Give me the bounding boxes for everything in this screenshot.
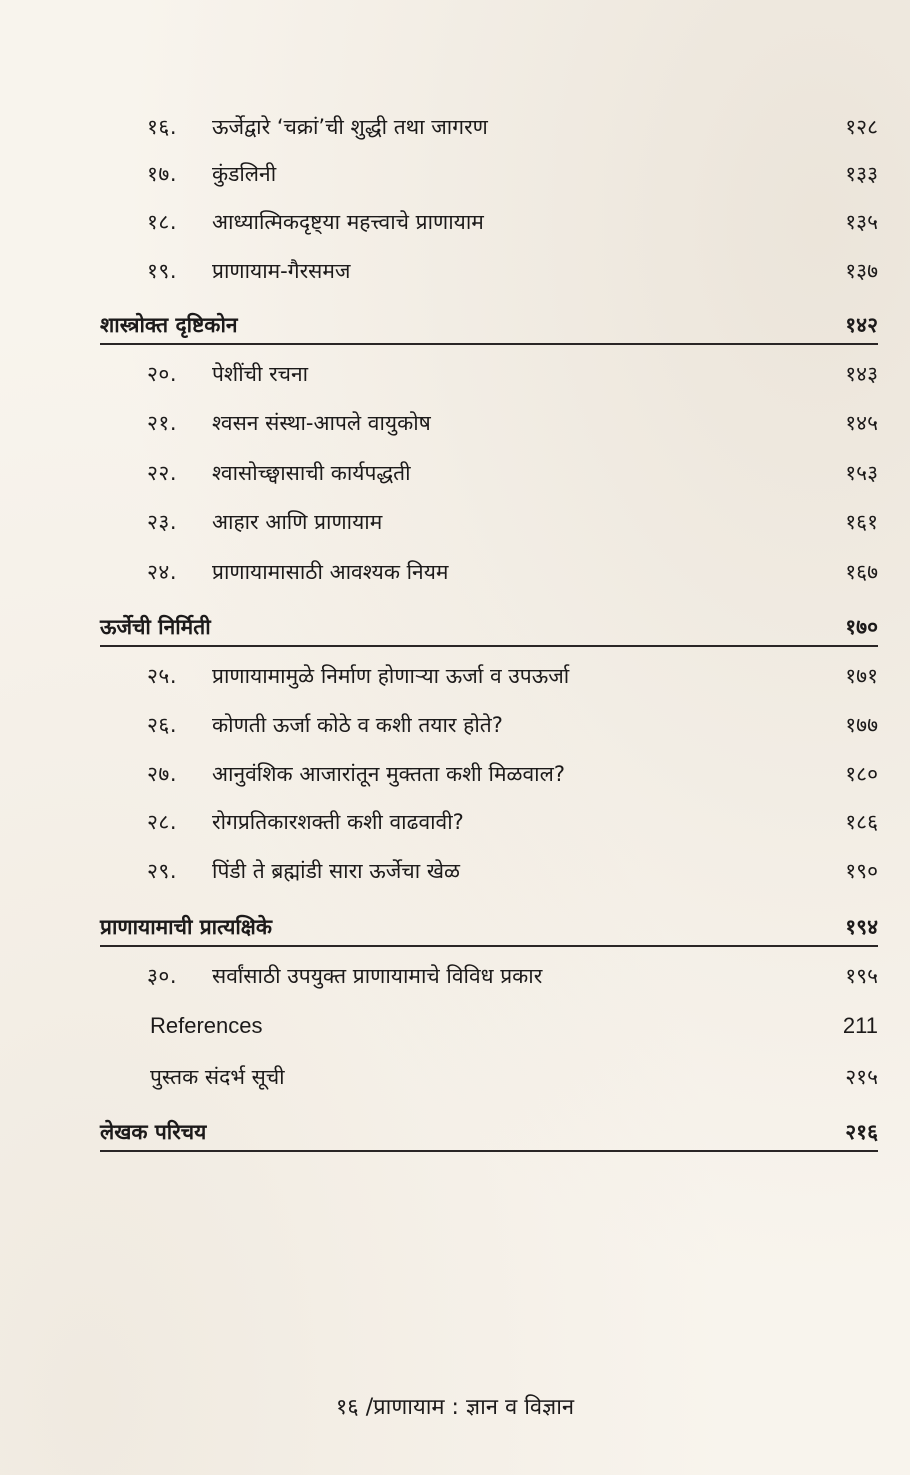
toc-page-number: १८० <box>845 762 878 786</box>
toc-page-number: १७० <box>845 615 878 639</box>
toc-chapter-title: श्वसन संस्था-आपले वायुकोष <box>212 411 431 435</box>
toc-chapter-title: प्राणायामासाठी आवश्यक नियम <box>212 560 449 584</box>
page-footer: १६ /प्राणायाम : ज्ञान व विज्ञान <box>335 1395 575 1420</box>
toc-entry-18 <box>100 207 878 251</box>
toc-section-title: प्राणायामाची प्रात्यक्षिके <box>100 915 272 939</box>
toc-chapter-number: १९. <box>147 259 178 283</box>
toc-page-number: १३३ <box>845 162 878 186</box>
toc-entry-30 <box>100 961 878 1005</box>
toc-chapter-title: ऊर्जेद्वारे ‘चक्रां’ची शुद्धी तथा जागरण <box>212 115 488 139</box>
section-divider <box>100 645 878 647</box>
toc-page-number: १४५ <box>845 411 878 435</box>
toc-chapter-number: २४. <box>147 560 178 584</box>
section-divider <box>100 945 878 947</box>
toc-chapter-number: २३. <box>147 510 178 534</box>
toc-entry-27 <box>100 759 878 803</box>
toc-chapter-number: २५. <box>147 664 178 688</box>
toc-page-number: १९५ <box>845 964 878 988</box>
toc-page-number: १६१ <box>845 510 878 534</box>
toc-page-number: २१६ <box>845 1120 878 1144</box>
toc-page-number: १७१ <box>845 664 878 688</box>
toc-page-number: १९० <box>845 859 878 883</box>
toc-section-author-intro <box>100 1117 878 1153</box>
toc-chapter-title: आनुवंशिक आजारांतून मुक्तता कशी मिळवाल? <box>212 762 565 786</box>
toc-entry-20 <box>100 359 878 403</box>
toc-entry-22 <box>100 458 878 502</box>
section-divider <box>100 1150 878 1152</box>
toc-page-number: १४३ <box>845 362 878 386</box>
toc-entry-25 <box>100 661 878 705</box>
toc-chapter-number: २७. <box>147 762 178 786</box>
toc-section-demonstrations <box>100 912 878 948</box>
toc-chapter-number: २८. <box>147 810 178 834</box>
toc-chapter-title: प्राणायामामुळे निर्माण होणाऱ्या ऊर्जा व उपऊर्जा <box>212 664 570 688</box>
toc-chapter-number: २६. <box>147 713 178 737</box>
toc-section-scientific-view <box>100 310 878 346</box>
toc-chapter-title: आध्यात्मिकदृष्ट्या महत्त्वाचे प्राणायाम <box>212 210 484 234</box>
toc-entry-24 <box>100 557 878 601</box>
toc-page-number: १४२ <box>845 313 878 337</box>
toc-page-number: 211 <box>842 1013 878 1038</box>
toc-page-number: २१५ <box>845 1065 878 1089</box>
toc-entry-21 <box>100 408 878 452</box>
toc-chapter-title: श्वासोच्छ्वासाची कार्यपद्धती <box>212 461 411 485</box>
toc-chapter-number: १८. <box>147 210 178 234</box>
toc-page-number: १८६ <box>845 810 878 834</box>
toc-chapter-number: २०. <box>147 362 178 386</box>
toc-chapter-title: रोगप्रतिकारशक्ती कशी वाढवावी? <box>212 810 464 834</box>
toc-page-number: १७७ <box>845 713 878 737</box>
toc-chapter-title: कोणती ऊर्जा कोठे व कशी तयार होते? <box>212 713 503 737</box>
toc-chapter-title: सर्वांसाठी उपयुक्त प्राणायामाचे विविध प्रकार <box>212 964 543 988</box>
toc-entry-28 <box>100 807 878 851</box>
toc-page-number: १६७ <box>845 560 878 584</box>
toc-entry-references <box>100 1011 878 1055</box>
toc-section-title: लेखक परिचय <box>100 1120 207 1144</box>
toc-chapter-number: १७. <box>147 162 178 186</box>
toc-entry-bibliography <box>100 1062 878 1106</box>
toc-chapter-number: १६. <box>147 115 178 139</box>
toc-page-number: १३७ <box>845 259 878 283</box>
section-divider <box>100 343 878 345</box>
toc-entry-19 <box>100 256 878 300</box>
toc-chapter-title: पेशींची रचना <box>212 362 309 386</box>
toc-page-number: १९४ <box>845 915 878 939</box>
toc-chapter-number: ३०. <box>147 964 178 988</box>
toc-entry-16 <box>100 112 878 156</box>
toc-chapter-title: कुंडलिनी <box>212 162 277 186</box>
toc-chapter-number: २२. <box>147 461 178 485</box>
toc-chapter-number: २९. <box>147 859 178 883</box>
toc-entry-17 <box>100 159 878 203</box>
toc-entry-29 <box>100 856 878 900</box>
toc-chapter-title: पिंडी ते ब्रह्मांडी सारा ऊर्जेचा खेळ <box>212 859 460 883</box>
toc-page-number: १३५ <box>845 210 878 234</box>
toc-section-title: ऊर्जेची निर्मिती <box>100 615 211 639</box>
toc-references-title: References <box>150 1013 263 1038</box>
toc-chapter-title: आहार आणि प्राणायाम <box>212 510 383 534</box>
toc-chapter-title: प्राणायाम-गैरसमज <box>212 259 351 283</box>
toc-page-number: १२८ <box>845 115 878 139</box>
toc-chapter-number: २१. <box>147 411 178 435</box>
toc-entry-26 <box>100 710 878 754</box>
toc-section-title: शास्त्रोक्त दृष्टिकोन <box>100 313 238 337</box>
toc-section-energy-creation <box>100 612 878 648</box>
toc-entry-23 <box>100 507 878 551</box>
toc-bibliography-title: पुस्तक संदर्भ सूची <box>150 1065 285 1089</box>
toc-page-number: १५३ <box>845 461 878 485</box>
